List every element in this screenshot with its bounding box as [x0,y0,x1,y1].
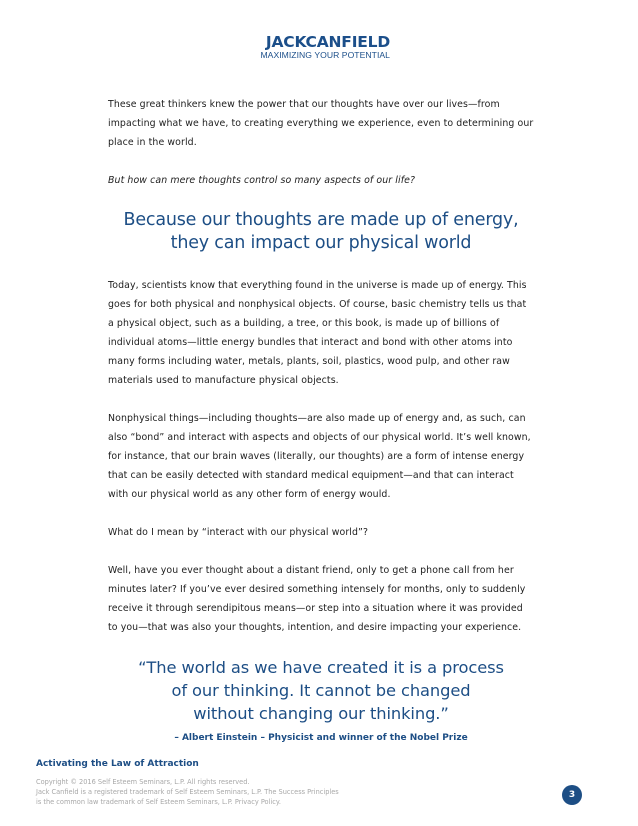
quote-attribution: – Albert Einstein – Physicist and winner of the Nobel Prize [174,733,468,743]
footer-title: Activating the Law of Attraction [36,759,199,769]
question-paragraph: But how can mere thoughts control so many aspects of our life? [108,175,416,186]
section-highlight [108,209,534,255]
intro-paragraph: These great thinkers knew the power that our thoughts have over our lives—from impacting what we have, to creating everything we experience, even to determining our place in the world. [108,99,534,148]
quote-line-3: without changing our thinking.” [193,704,449,723]
energy-paragraph: Today, scientists know that everything found in the universe is made up of energy. This goes for both physical and nonphysical objects. Of course, basic chemistry tells us that a physical object, such as a building, a tree, or this book, is made up of billions of individual atoms—little energy bundles that interact and bond with other atoms into many forms including water, metals, plants, soil, plastics, wood pulp, and other raw materials used to manufacture physical objects. [108,280,527,386]
interact-question-paragraph: What do I mean by “interact with our physical world”? [108,527,369,538]
quote-line-2: of our thinking. It cannot be changed [171,681,471,700]
nonphysical-paragraph: Nonphysical things—including thoughts—are also made up of energy and, as such, can also “bond” and interact with aspects and objects of our physical world. It’s well known, for instance, that our brain waves (literally, our thoughts) are a form of intense energy that can be easily detected with standard medical equipment—and that can interact with our physical world as any other form of energy would. [108,413,531,500]
einstein-quote [108,656,534,725]
logo-tagline: MAXIMIZING YOUR POTENTIAL [260,50,390,60]
page-number-badge: 3 [562,785,582,805]
quote-line-1: “The world as we have created it is a process [138,658,504,677]
footer-legal [36,777,396,807]
logo-name: JACKCANFIELD [265,33,390,51]
privacy-line: is the common law trademark of Self Esteem Seminars, L.P. Privacy Policy. [36,798,281,806]
trademark-line: Jack Canfield is a registered trademark of Self Esteem Seminars, L.P. The Success Principles [36,788,339,796]
example-paragraph: Well, have you ever thought about a distant friend, only to get a phone call from her minutes later? If you’ve ever desired something intensely for months, only to suddenly receive it through serendipitous means—or step into a situation where it was provided to you—that was also your thoughts, intention, and desire impacting your experience. [108,565,526,633]
highlight-line-2: they can impact our physical world [170,233,472,253]
page-content [108,95,534,743]
brand-logo [250,34,390,61]
highlight-line-1: Because our thoughts are made up of energy, [123,210,519,230]
copyright-line: Copyright © 2016 Self Esteem Seminars, L.P. All rights reserved. [36,778,250,786]
